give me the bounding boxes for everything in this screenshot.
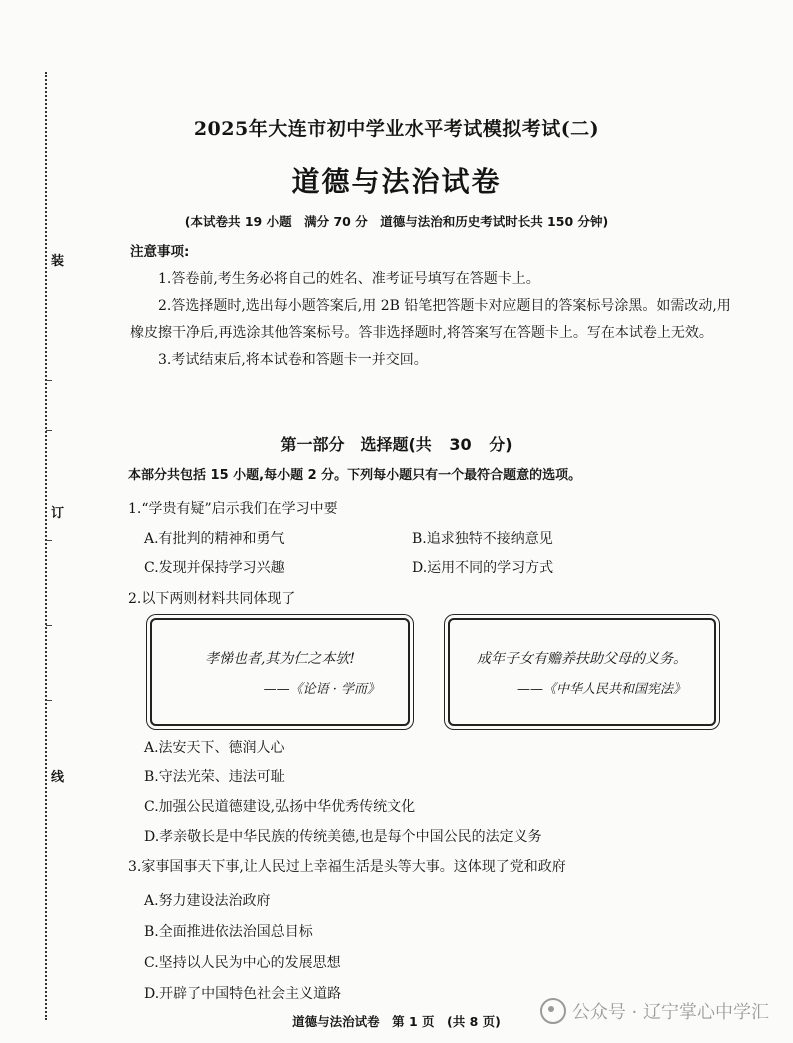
- section-intro: 本部分共包括 15 小题,每小题 2 分。下列每小题只有一个最符合题意的选项。: [128, 468, 582, 483]
- option-c: C.发现并保持学习兴趣: [144, 560, 285, 576]
- option-a: A.努力建设法治政府: [144, 893, 271, 909]
- wechat-account-icon: [540, 998, 566, 1024]
- material-box: [150, 618, 410, 726]
- option-d: D.孝亲敬长是中华民族的传统美德,也是每个中国公民的法定义务: [144, 829, 542, 845]
- section-title: 第一部分 选择题(共 30 分): [280, 435, 513, 454]
- material-text: 成年子女有赡养扶助父母的义务。: [477, 651, 687, 667]
- material-source: ——《论语 · 学而》: [263, 682, 380, 697]
- note-item: 1.答卷前,考生务必将自己的姓名、准考证号填写在答题卡上。: [158, 271, 540, 287]
- option-c: C.坚持以人民为中心的发展思想: [144, 955, 341, 971]
- option-c: C.加强公民道德建设,弘扬中华优秀传统文化: [144, 799, 416, 815]
- watermark-text: 公众号 · 辽宁掌心中学汇: [571, 1002, 769, 1023]
- binding-label-zhuang: 装: [51, 254, 65, 269]
- note-item: 3.考试结束后,将本试卷和答题卡一并交回。: [158, 352, 428, 368]
- material-source: ——《中华人民共和国宪法》: [516, 682, 686, 697]
- material-border: [458, 618, 706, 726]
- option-d: D.运用不同的学习方式: [412, 560, 554, 576]
- notes-heading: 注意事项:: [130, 244, 190, 260]
- notes-list: [130, 266, 742, 374]
- question-stem: 3.家事国事天下事,让人民过上幸福生活是头等大事。这体现了党和政府: [128, 859, 566, 875]
- binding-tick: [46, 380, 52, 381]
- binding-tick: [46, 540, 52, 541]
- option-b: B.追求独特不接纳意见: [412, 531, 553, 547]
- question-stem: 2.以下两则材料共同体现了: [128, 591, 296, 607]
- binding-tick: [46, 430, 52, 431]
- exam-title: 2025年大连市初中学业水平考试模拟考试(二): [193, 118, 600, 140]
- note-item: 2.答选择题时,选出每小题答案后,用 2B 铅笔把答题卡对应题目的答案标号涂黑。如需改动,用橡皮擦干净后,再选涂其他答案标号。答非选择题时,将答案写在答题卡上。写在本试卷上无效。: [130, 298, 731, 341]
- option-a: A.法安天下、德润人心: [144, 740, 285, 756]
- material-box: [448, 618, 716, 726]
- watermark: [540, 998, 769, 1024]
- binding-tick: [46, 625, 52, 626]
- option-b: B.全面推进依法治国总目标: [144, 924, 313, 940]
- exam-info: (本试卷共 19 小题 满分 70 分 道德与法治和历史考试时长共 150 分钟): [184, 214, 609, 229]
- binding-label-ding: 订: [51, 506, 65, 521]
- material-text: 孝悌也者,其为仁之本欤!: [204, 651, 356, 667]
- option-d: D.开辟了中国特色社会主义道路: [144, 986, 342, 1002]
- material-border: [160, 618, 400, 726]
- question-stem: 1.“学贵有疑”启示我们在学习中要: [128, 501, 338, 517]
- page-footer: 道德与法治试卷 第 1 页 (共 8 页): [292, 1014, 501, 1029]
- binding-tick: [46, 700, 52, 701]
- option-b: B.守法光荣、违法可耻: [144, 769, 285, 785]
- option-a: A.有批判的精神和勇气: [144, 531, 285, 547]
- paper-title: 道德与法治试卷: [291, 165, 502, 198]
- binding-label-xian: 线: [51, 770, 65, 785]
